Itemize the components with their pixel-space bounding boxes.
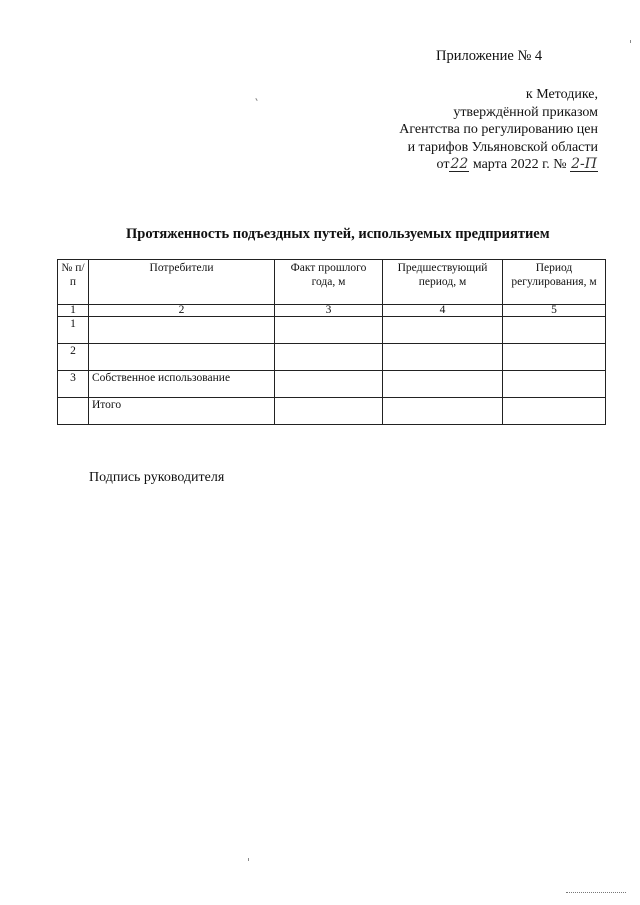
date-day-handwritten: 22 [450, 156, 469, 172]
row-previous-period [383, 344, 503, 371]
document-heading: Протяженность подъездных путей, используемых предприятием [126, 226, 550, 242]
approval-date-line [399, 156, 598, 174]
column-number: 2 [89, 305, 275, 317]
approval-line-4: и тарифов Ульяновской области [407, 139, 598, 155]
column-number: 1 [58, 305, 89, 317]
table-row [58, 371, 606, 398]
column-number: 5 [503, 305, 606, 317]
header-consumers: Потребители [89, 260, 275, 305]
row-regulation-period [503, 371, 606, 398]
row-previous-period [383, 317, 503, 344]
scan-speck [248, 858, 249, 861]
scan-speck [630, 40, 631, 43]
column-number: 3 [275, 305, 383, 317]
row-previous-period [383, 371, 503, 398]
table-header-row [58, 260, 606, 305]
approval-line-1: к Методике, [525, 87, 598, 102]
scan-speck [255, 98, 257, 101]
scan-artifact-line [566, 892, 626, 893]
header-regulation-period: Период регулирования, м [503, 260, 606, 305]
lengths-table [57, 259, 606, 425]
row-consumer: Итого [89, 398, 275, 425]
approval-block [399, 86, 598, 174]
row-regulation-period [503, 317, 606, 344]
appendix-title: Приложение № 4 [436, 48, 543, 64]
row-consumer: Собственное использование [89, 371, 275, 398]
row-last-year [275, 344, 383, 371]
row-regulation-period [503, 344, 606, 371]
column-numbers-row [58, 305, 606, 317]
row-last-year [275, 317, 383, 344]
row-index: 3 [58, 371, 89, 398]
date-rest: марта 2022 г. № [472, 157, 567, 172]
date-prefix: от [436, 157, 450, 172]
signature-label: Подпись руководителя [89, 470, 225, 485]
row-consumer [89, 317, 275, 344]
header-last-year: Факт прошлого года, м [275, 260, 383, 305]
header-previous-period: Предшествующий период, м [383, 260, 503, 305]
order-number-handwritten: 2-П [571, 156, 597, 172]
row-previous-period [383, 398, 503, 425]
header-index: № п/п [58, 260, 89, 305]
table-row [58, 344, 606, 371]
row-last-year [275, 398, 383, 425]
row-regulation-period [503, 398, 606, 425]
row-consumer [89, 344, 275, 371]
table-row-total [58, 398, 606, 425]
approval-line-3: Агентства по регулированию цен [399, 122, 598, 137]
approval-line-2: утверждённой приказом [453, 104, 598, 120]
row-index: 2 [58, 344, 89, 371]
row-index [58, 398, 89, 425]
table-row [58, 317, 606, 344]
row-index: 1 [58, 317, 89, 344]
column-number: 4 [383, 305, 503, 317]
row-last-year [275, 371, 383, 398]
